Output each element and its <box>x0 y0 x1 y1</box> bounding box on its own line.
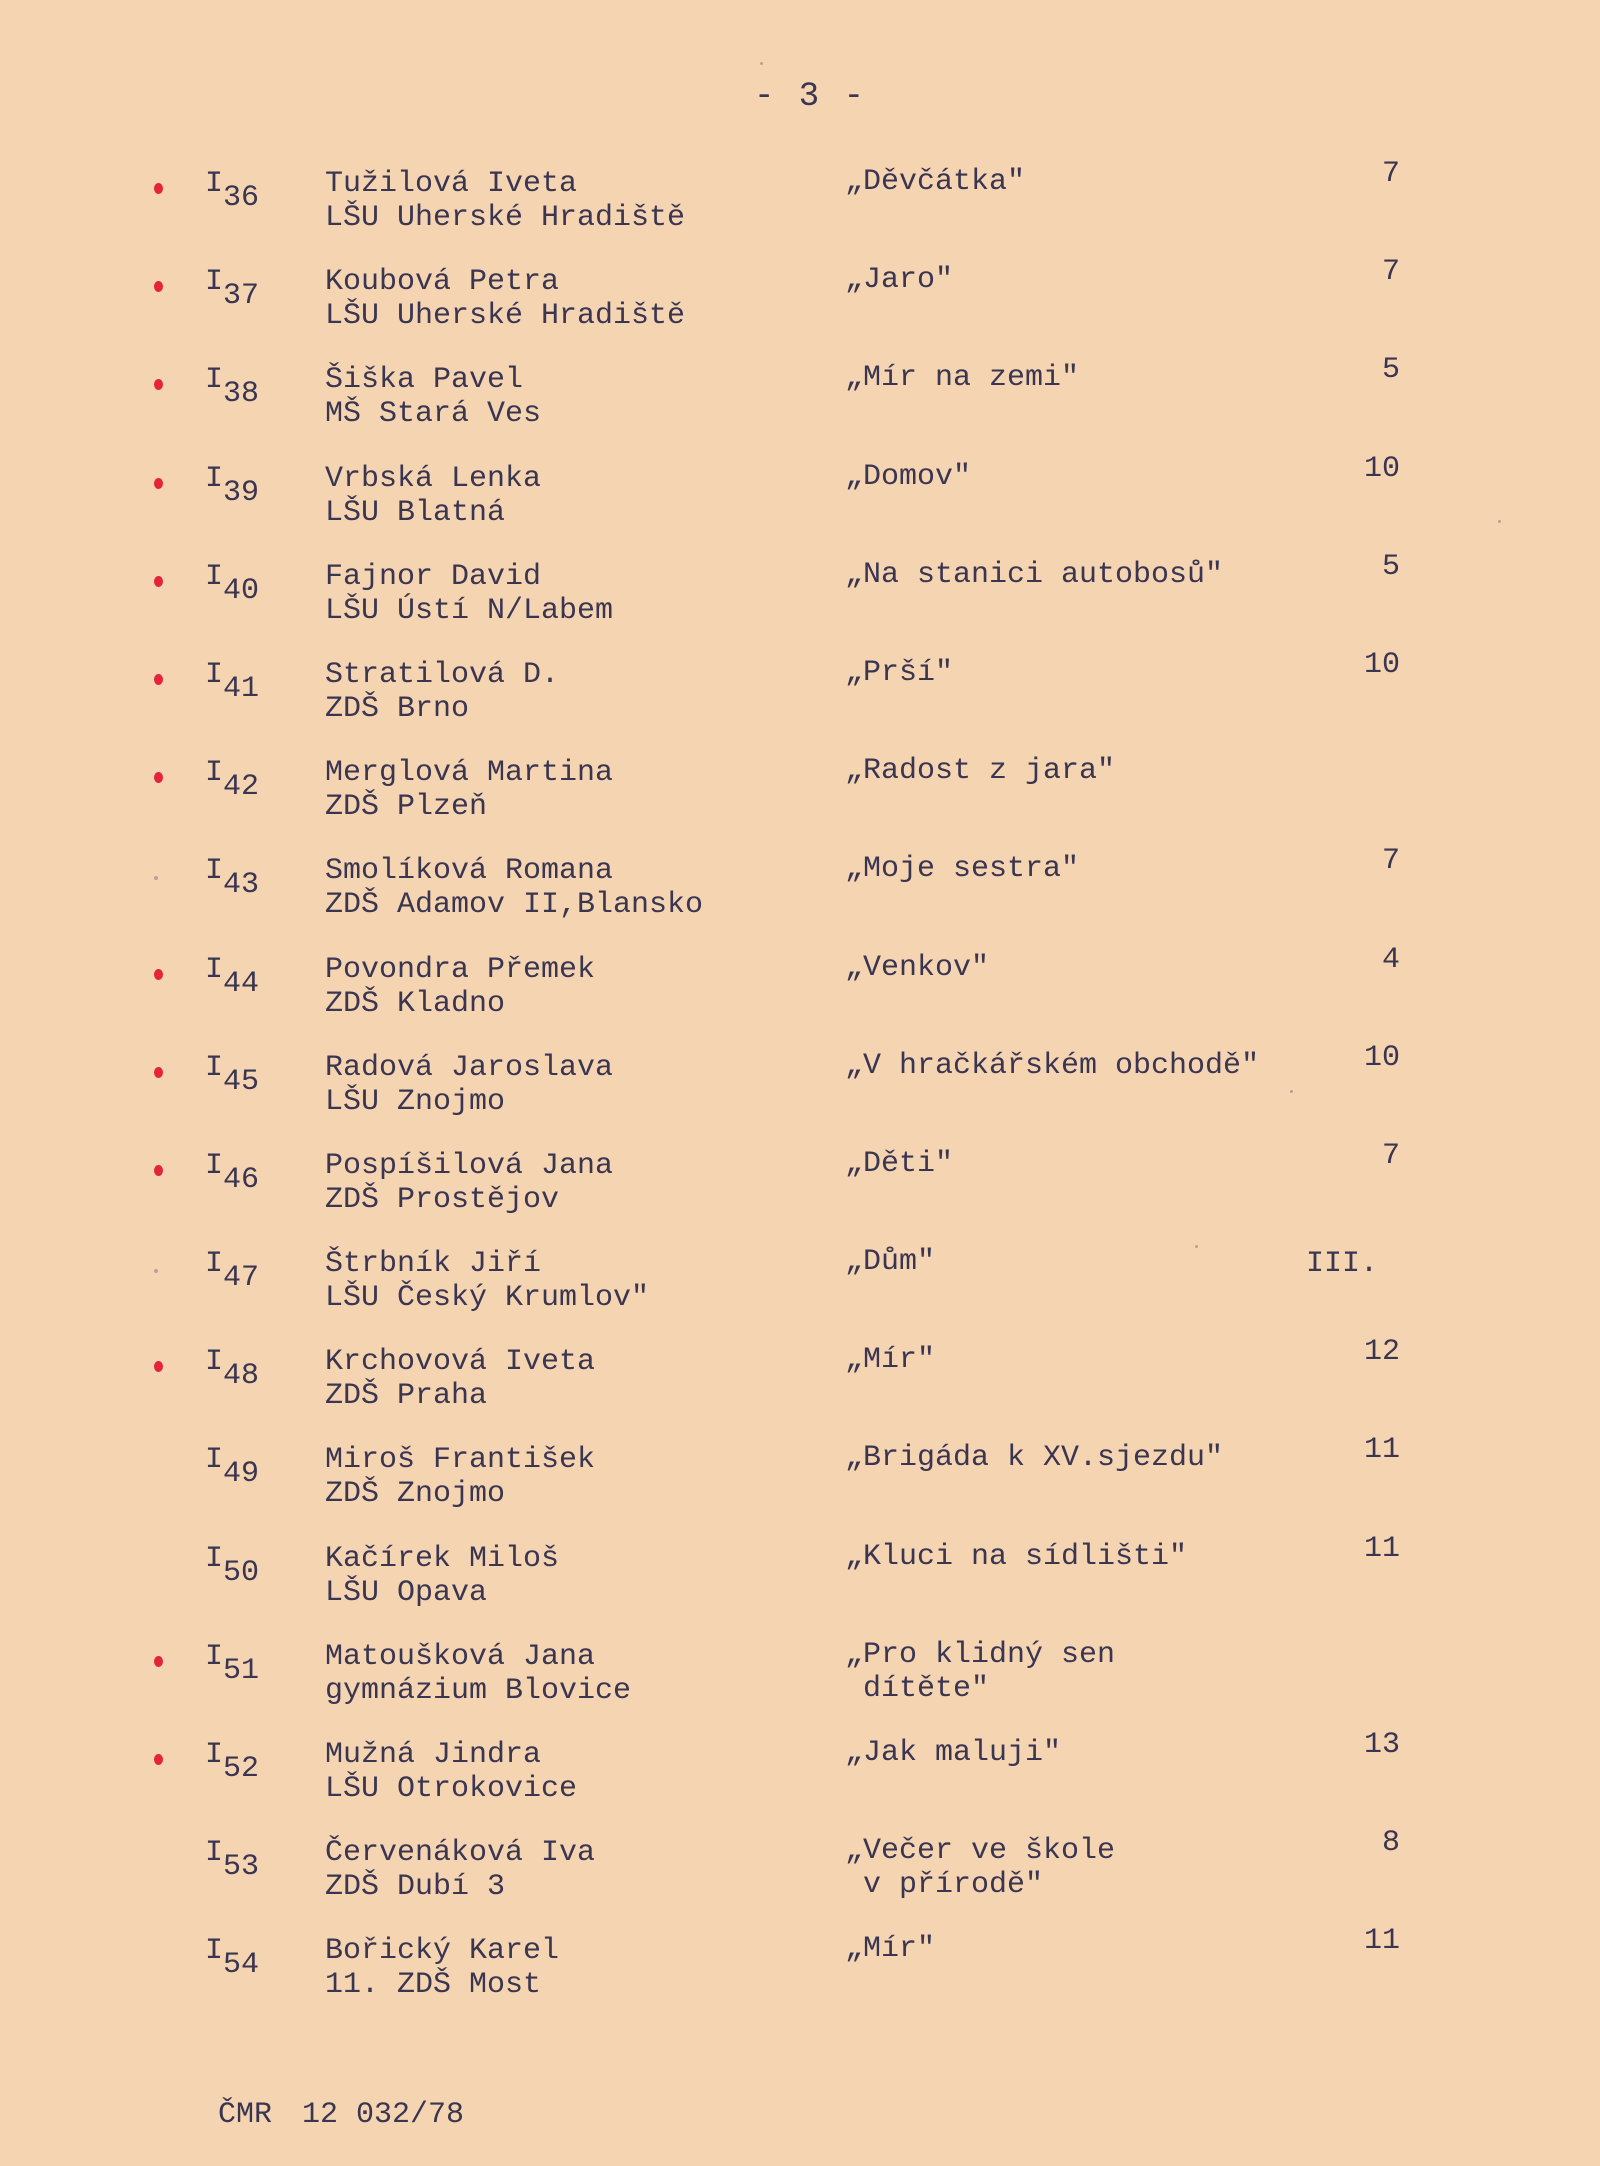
participant-school: LŠU Otrokovice <box>325 1772 578 1806</box>
artwork-title-line: dítěte" <box>863 1671 990 1706</box>
participant-school: ZDŠ Dubí 3 <box>325 1870 506 1905</box>
artwork-title-line: „Kluci na sídlišti" <box>845 1539 1188 1574</box>
participant-school: ZDŠ Plzeň <box>325 790 488 825</box>
artwork-title <box>845 558 1223 592</box>
entry-id <box>205 1148 260 1197</box>
entry-id-letter: I <box>205 1836 224 1871</box>
participant <box>325 560 613 628</box>
participant-name: Smolíková Romana <box>325 854 614 889</box>
entry-id-letter: I <box>205 657 224 692</box>
entry-id-letter: I <box>205 1738 224 1772</box>
entry-id-number: 53 <box>223 1850 260 1885</box>
entry-id-letter: I <box>205 461 224 496</box>
entry-id <box>205 1934 260 1983</box>
entry-id <box>205 1738 260 1786</box>
entry-id-letter: I <box>205 952 224 987</box>
check-mark-dot <box>154 1656 163 1667</box>
artwork-title-line: „Brigáda k XV.sjezdu" <box>845 1441 1224 1476</box>
participant-school: ZDŠ Kladno <box>325 986 506 1021</box>
check-mark-dot <box>154 969 163 980</box>
entry-id-number: 44 <box>223 966 260 1001</box>
artwork-title <box>845 1343 935 1377</box>
artwork-title <box>845 1736 1061 1770</box>
entry-id-letter: I <box>205 363 224 398</box>
entry-id <box>205 1247 260 1296</box>
check-mark-dot <box>154 1754 163 1765</box>
artwork-title <box>845 1540 1187 1574</box>
participant <box>325 854 703 922</box>
entry-id <box>205 1345 260 1394</box>
artwork-title-line: „Radost z jara" <box>845 754 1116 789</box>
participant-school: ZDŠ Adamov II,Blansko <box>325 888 704 923</box>
entry-id-number: 36 <box>223 181 260 215</box>
entry-id-letter: I <box>205 1050 224 1085</box>
artwork-title <box>845 1049 1259 1083</box>
entry-id-letter: I <box>205 1443 224 1478</box>
participant-name: Stratilová D. <box>325 657 560 692</box>
list-item <box>0 451 1600 558</box>
entry-id-letter: I <box>205 167 224 201</box>
participant-name: Merglová Martina <box>325 756 614 791</box>
entry-id-letter: I <box>205 1247 224 1282</box>
check-mark-dot <box>154 1269 158 1273</box>
participant-name: Radová Jaroslava <box>325 1050 614 1085</box>
list-item <box>0 754 1600 852</box>
entry-id <box>205 1639 260 1688</box>
check-mark-dot <box>154 876 158 880</box>
participant-school: LŠU Český Krumlov" <box>325 1281 650 1316</box>
list-item <box>0 1433 1600 1539</box>
participant-school: LŠU Uherské Hradiště <box>325 201 686 235</box>
participant <box>325 363 541 431</box>
list-item <box>0 1138 1600 1245</box>
entry-id-letter: I <box>205 1541 224 1576</box>
check-mark-dot <box>154 1067 163 1078</box>
participant <box>325 1443 595 1511</box>
entry-id-letter: I <box>205 1345 224 1380</box>
score: 10 <box>1363 451 1400 486</box>
entry-id-letter: I <box>205 854 224 889</box>
participant <box>325 1345 595 1413</box>
participant-school: MŠ Stará Ves <box>325 397 542 432</box>
artwork-title-line: „Prší" <box>845 655 954 690</box>
list-item <box>0 1245 1600 1343</box>
participant-name: Koubová Petra <box>325 265 560 300</box>
artwork-title <box>845 1441 1223 1475</box>
entry-id <box>205 854 260 903</box>
participant-school: LŠU Uherské Hradiště <box>325 299 686 334</box>
entry-id <box>205 1443 260 1492</box>
entry-id-number: 51 <box>223 1653 260 1688</box>
artwork-title <box>845 656 953 690</box>
entry-id-number: 54 <box>223 1948 260 1983</box>
paper-speck <box>1290 1090 1293 1093</box>
score: 11 <box>1363 1531 1400 1566</box>
list-item <box>0 942 1600 1049</box>
participant-name: Mužná Jindra <box>325 1738 542 1772</box>
score: 8 <box>1381 1826 1400 1861</box>
score: 12 <box>1363 1335 1400 1370</box>
artwork-title-line: v přírodě" <box>863 1868 1044 1903</box>
participant-school: LŠU Znojmo <box>325 1084 506 1119</box>
score: 10 <box>1363 1040 1400 1075</box>
participant <box>325 1051 613 1119</box>
participant-name: Miroš František <box>325 1443 596 1478</box>
list-item <box>0 844 1600 950</box>
artwork-title <box>845 460 971 494</box>
entry-id-number: 37 <box>223 279 260 314</box>
artwork-title-line: „Jak maluji" <box>845 1736 1062 1770</box>
artwork-title <box>845 1932 935 1966</box>
participant-name: Štrbník Jiří <box>325 1247 542 1282</box>
artwork-title <box>845 361 1079 395</box>
artwork-title-line: „Domov" <box>845 459 972 494</box>
check-mark-dot <box>154 379 163 390</box>
participant-name: Červenáková Iva <box>325 1836 596 1871</box>
list-item <box>0 353 1600 459</box>
participant-name: Matoušková Jana <box>325 1639 596 1674</box>
entry-id-number: 47 <box>223 1261 260 1296</box>
participant <box>325 1149 613 1217</box>
participant-name: Bořický Karel <box>325 1934 560 1969</box>
participant <box>325 1836 595 1904</box>
score: 13 <box>1363 1728 1400 1762</box>
participant <box>325 1247 649 1315</box>
artwork-title-line: „Na stanici autobosů" <box>845 557 1224 592</box>
check-mark-dot <box>154 1165 163 1176</box>
participant-school: LŠU Blatná <box>325 495 506 530</box>
participant <box>325 462 541 530</box>
entry-id <box>205 265 260 314</box>
artwork-title-line: „Jaro" <box>845 263 954 298</box>
entry-id-letter: I <box>205 756 224 791</box>
list-item <box>0 647 1600 754</box>
participant-name: Povondra Přemek <box>325 952 596 987</box>
participant <box>325 1934 559 2002</box>
entry-id-letter: I <box>205 1148 224 1183</box>
list-item <box>0 1531 1600 1638</box>
entry-id-number: 49 <box>223 1457 260 1492</box>
list-item <box>0 1924 1600 2030</box>
paper-speck <box>1498 520 1501 523</box>
footer-org: ČMR <box>218 2098 273 2132</box>
artwork-title <box>845 1834 1115 1902</box>
artwork-title-line: „Děvčátka" <box>845 165 1026 199</box>
participant-school: ZDŠ Prostějov <box>325 1182 560 1217</box>
check-mark-dot <box>154 576 163 587</box>
entry-id-number: 43 <box>223 868 260 903</box>
check-mark-dot <box>154 183 163 194</box>
artwork-title <box>845 165 1025 199</box>
participant <box>325 953 595 1021</box>
entry-id-number: 46 <box>223 1162 260 1197</box>
list-item <box>0 1638 1600 1736</box>
list-item <box>0 255 1600 361</box>
entry-id-letter: I <box>205 559 224 594</box>
participant-name: Vrbská Lenka <box>325 461 542 496</box>
page-number: - 3 - <box>753 78 867 116</box>
artwork-title-line: „Mír" <box>845 1932 936 1967</box>
entry-id <box>205 1050 260 1099</box>
entry-id-number: 41 <box>223 671 260 706</box>
artwork-title <box>845 1245 935 1279</box>
participant-school: LŠU Opava <box>325 1575 488 1610</box>
entry-id <box>205 559 260 608</box>
footer-code: 12 032/78 <box>302 2098 465 2132</box>
artwork-title-line: „Mír" <box>845 1343 936 1378</box>
entry-id-letter: I <box>205 265 224 300</box>
entry-id <box>205 756 260 805</box>
list-item <box>0 1728 1600 1834</box>
participant <box>325 265 685 333</box>
footer <box>218 2098 464 2132</box>
check-mark-dot <box>154 772 163 783</box>
score: 7 <box>1381 1138 1400 1173</box>
participant <box>325 1738 577 1806</box>
list-item <box>0 1040 1600 1147</box>
check-mark-dot <box>154 674 163 685</box>
participant-school: ZDŠ Praha <box>325 1379 488 1414</box>
entry-id-number: 52 <box>223 1752 260 1786</box>
entry-id-number: 50 <box>223 1555 260 1590</box>
score: 5 <box>1381 549 1400 584</box>
entry-id-number: 48 <box>223 1359 260 1394</box>
entry-id <box>205 363 260 412</box>
score: 11 <box>1363 1433 1400 1468</box>
participant <box>325 756 613 824</box>
score: 10 <box>1363 647 1400 682</box>
participant-name: Fajnor David <box>325 559 542 594</box>
entry-id-number: 45 <box>223 1064 260 1099</box>
entry-id-number: 39 <box>223 475 260 510</box>
list-item <box>0 1826 1600 1932</box>
artwork-title-line: „Děti" <box>845 1146 954 1181</box>
participant-name: Pospíšilová Jana <box>325 1148 614 1183</box>
score: 7 <box>1381 844 1400 879</box>
artwork-title <box>845 951 989 985</box>
entry-id-letter: I <box>205 1934 224 1969</box>
score: 7 <box>1381 157 1400 191</box>
artwork-title-line: „Moje sestra" <box>845 852 1080 887</box>
entry-id <box>205 952 260 1001</box>
list-item <box>0 1335 1600 1441</box>
participant <box>325 167 685 235</box>
check-mark-dot <box>154 281 163 292</box>
paper-speck <box>1195 1245 1198 1248</box>
artwork-title <box>845 263 953 297</box>
entry-id <box>205 657 260 706</box>
entry-list <box>0 157 1600 2031</box>
artwork-title <box>845 1638 1115 1706</box>
participant-school: gymnázium Blovice <box>325 1673 632 1708</box>
artwork-title-line: „Pro klidný sen <box>845 1637 1116 1672</box>
list-item <box>0 157 1600 263</box>
entry-id <box>205 1836 260 1885</box>
artwork-title-line: „Večer ve škole <box>845 1834 1116 1869</box>
artwork-title-line: „Mír na zemi" <box>845 361 1080 396</box>
paper-speck <box>760 62 763 65</box>
participant-school: ZDŠ Znojmo <box>325 1477 506 1512</box>
participant-name: Krchovová Iveta <box>325 1345 596 1380</box>
participant <box>325 1640 631 1708</box>
entry-id <box>205 1541 260 1590</box>
score: 11 <box>1363 1924 1400 1959</box>
entry-id-number: 40 <box>223 573 260 608</box>
participant <box>325 658 559 726</box>
list-item <box>0 549 1600 656</box>
score: 4 <box>1381 942 1400 977</box>
participant-name: Kačírek Miloš <box>325 1541 560 1576</box>
participant <box>325 1542 559 1610</box>
artwork-title-line: „Venkov" <box>845 950 990 985</box>
entry-id-number: 38 <box>223 377 260 412</box>
artwork-title-line: „Dům" <box>845 1245 936 1280</box>
score: 5 <box>1381 353 1400 388</box>
artwork-title <box>845 1147 953 1181</box>
entry-id <box>205 167 260 215</box>
participant-name: Tužilová Iveta <box>325 167 578 201</box>
entry-id-letter: I <box>205 1639 224 1674</box>
check-mark-dot <box>154 1361 163 1372</box>
check-mark-dot <box>154 478 163 489</box>
artwork-title-line: „V hračkářském obchodě" <box>845 1048 1260 1083</box>
score: III. <box>1305 1247 1378 1282</box>
artwork-title <box>845 754 1115 788</box>
entry-id <box>205 461 260 510</box>
participant-school: ZDŠ Brno <box>325 691 470 726</box>
participant-school: LŠU Ústí N/Labem <box>325 593 614 628</box>
entry-id-number: 42 <box>223 770 260 805</box>
artwork-title <box>845 852 1079 886</box>
participant-school: 11. ZDŠ Most <box>325 1968 542 2003</box>
participant-name: Šiška Pavel <box>325 363 524 398</box>
score: 7 <box>1381 255 1400 290</box>
